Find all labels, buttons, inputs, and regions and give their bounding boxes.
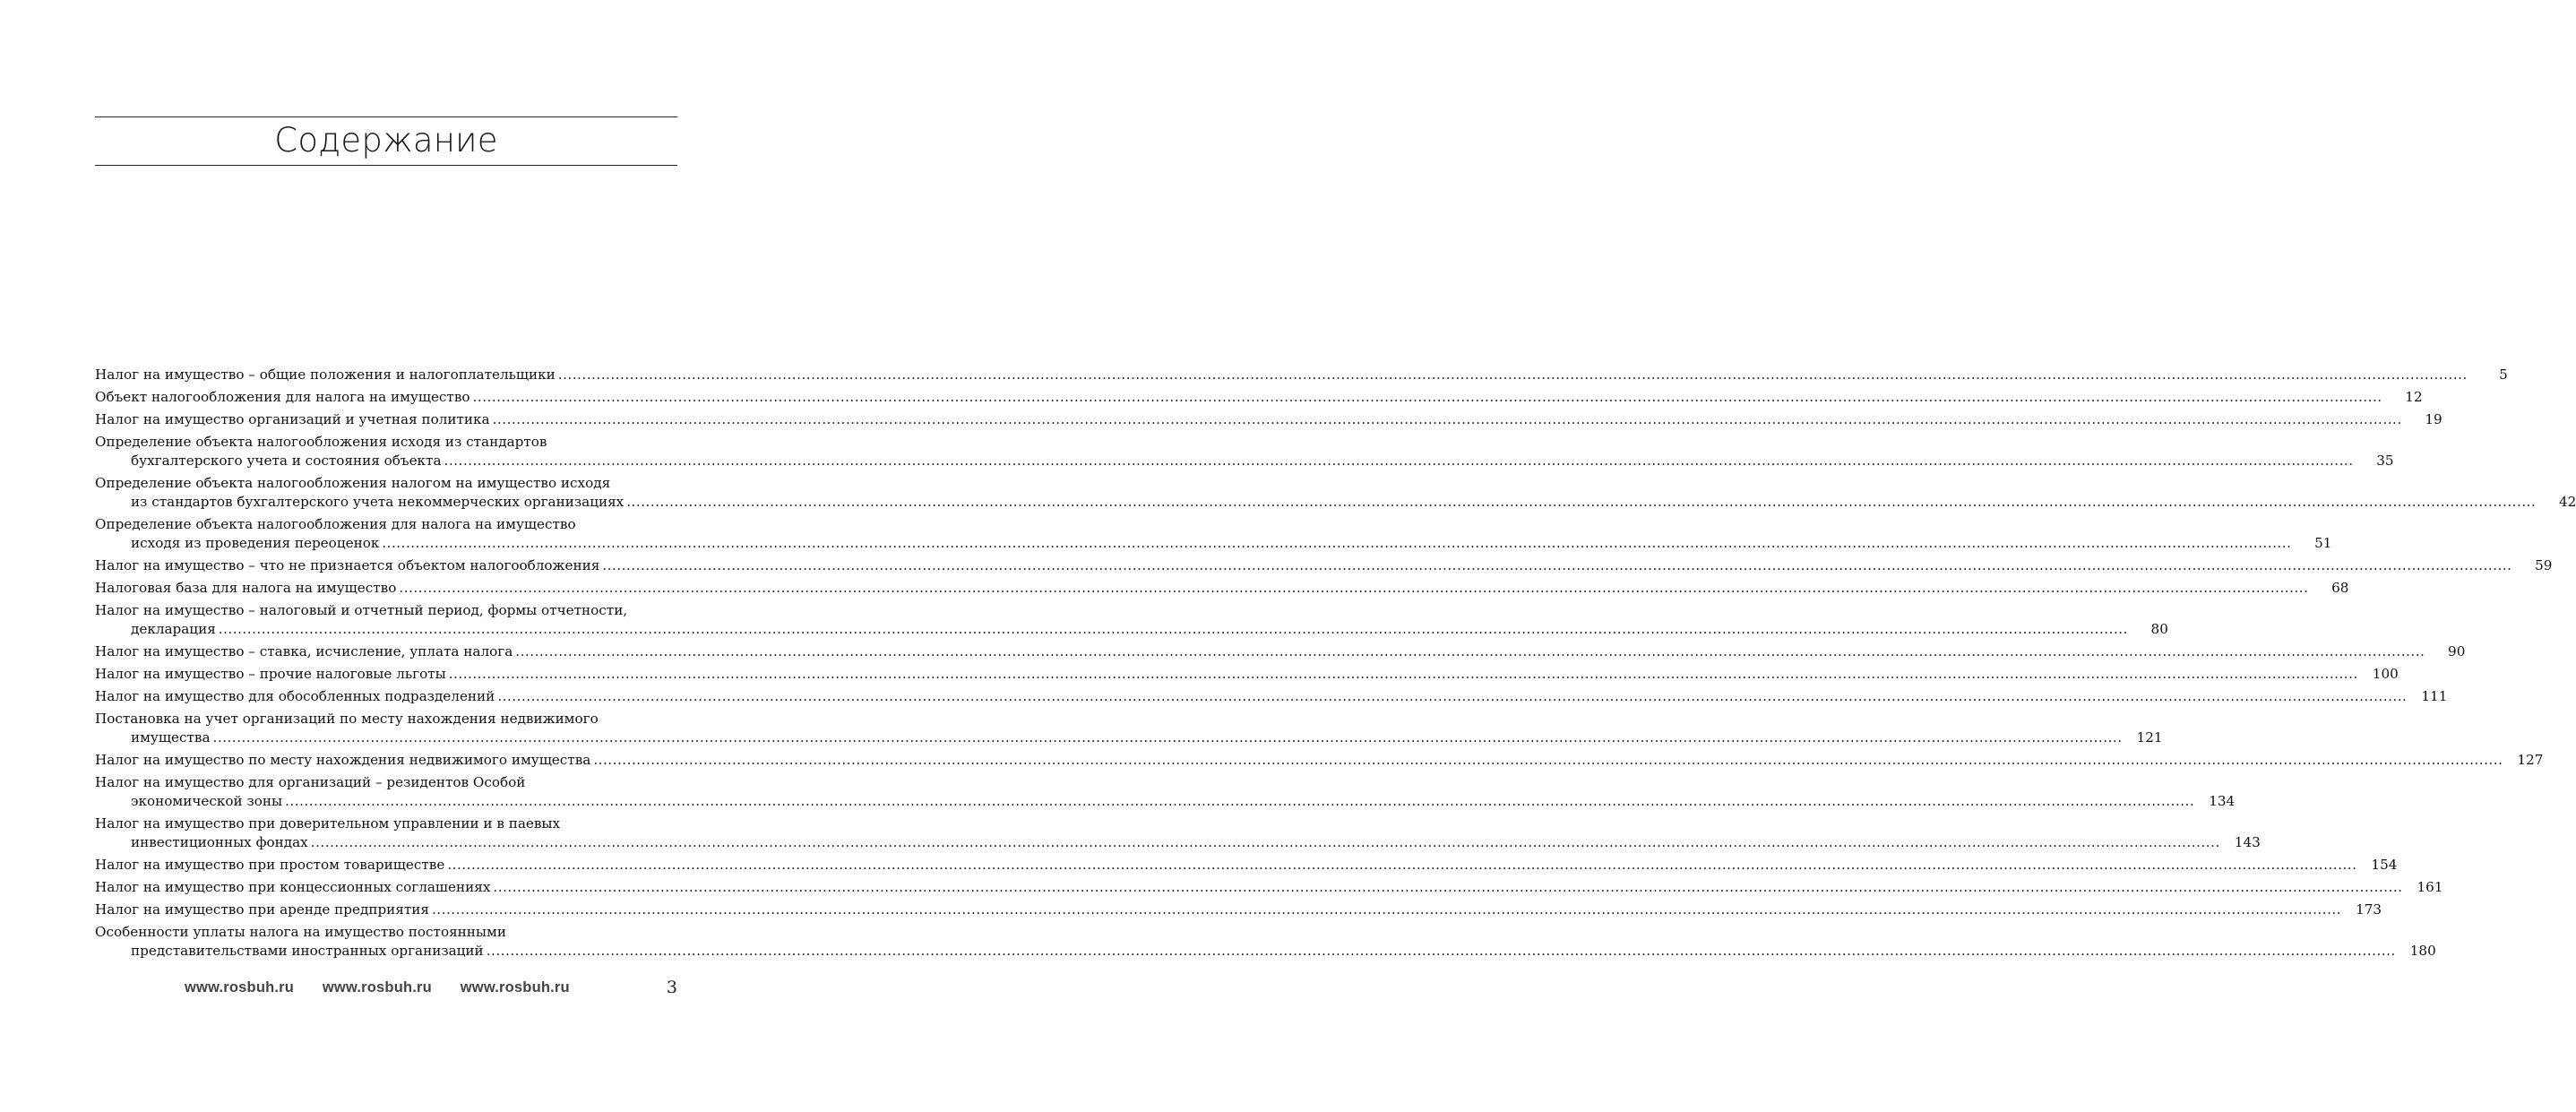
dot-leader: ................................................................................................................................................................................................................................................................................................................................................................................................................ <box>593 752 2503 768</box>
toc-entry-page: 111 <box>2421 688 2448 704</box>
toc-entry-page: 90 <box>2448 643 2466 659</box>
toc-entry-page: 173 <box>2356 901 2382 918</box>
footer-links <box>185 979 594 996</box>
toc-entry-title-line: инвестиционных фондах <box>131 834 308 850</box>
title-bottom-rule <box>95 165 677 166</box>
toc-entry-last-line <box>95 728 2163 747</box>
toc-entry[interactable] <box>95 474 2576 512</box>
toc-entry-last-line <box>95 751 2544 770</box>
toc-entry[interactable] <box>95 665 2399 684</box>
dot-leader: ................................................................................................................................................................................................................................................................................................................................................................................................................ <box>448 666 2358 682</box>
dot-leader: ................................................................................................................................................................................................................................................................................................................................................................................................................ <box>444 453 2354 469</box>
toc-entry-page: 80 <box>2150 621 2168 637</box>
dot-leader: ................................................................................................................................................................................................................................................................................................................................................................................................................ <box>497 688 2408 704</box>
toc-entry-title-line: Налог на имущество при аренде предприятия <box>95 901 429 918</box>
toc-entry-title-line: Налог на имущество – прочие налоговые льготы <box>95 666 446 682</box>
toc-entry-page: 68 <box>2331 580 2349 596</box>
dot-leader: ................................................................................................................................................................................................................................................................................................................................................................................................................ <box>602 557 2512 573</box>
toc-entry-title-line: декларация <box>131 621 216 637</box>
toc-entry-last-line <box>95 410 2442 429</box>
toc-entry-page: 51 <box>2314 535 2332 551</box>
toc-entry[interactable] <box>95 366 2508 384</box>
toc-entry-title-line: имущества <box>131 729 211 746</box>
toc-entry-page: 154 <box>2371 857 2398 873</box>
toc-entry-last-line <box>95 388 2423 407</box>
page-footer <box>95 979 677 1001</box>
dot-leader: ................................................................................................................................................................................................................................................................................................................................................................................................................ <box>431 901 2342 918</box>
toc-entry-title-line: Налог на имущество для организаций – резидентов Особой <box>95 774 526 790</box>
dot-leader: ................................................................................................................................................................................................................................................................................................................................................................................................................ <box>447 857 2357 873</box>
toc-entry-page: 42 <box>2558 494 2576 510</box>
toc-entry-last-line <box>95 856 2398 875</box>
toc-entry-last-line <box>95 366 2508 384</box>
page-number: 3 <box>666 978 677 997</box>
footer-link[interactable]: www.rosbuh.ru <box>185 979 295 996</box>
toc-entry-title-line: представительствами иностранных организаций <box>131 943 484 959</box>
toc-entry-last-line <box>95 792 2236 811</box>
toc-entry[interactable] <box>95 410 2442 429</box>
toc-entry[interactable] <box>95 710 2163 747</box>
dot-leader: ................................................................................................................................................................................................................................................................................................................................................................................................................ <box>486 943 2396 959</box>
toc-entry-last-line <box>95 493 2576 512</box>
toc-entry-last-line <box>95 687 2448 706</box>
toc-entry-title-line: Особенности уплаты налога на имущество постоянными <box>95 924 506 940</box>
dot-leader: ................................................................................................................................................................................................................................................................................................................................................................................................................ <box>626 494 2537 510</box>
dot-leader: ................................................................................................................................................................................................................................................................................................................................................................................................................ <box>493 879 2403 895</box>
toc-entry[interactable] <box>95 642 2466 661</box>
toc-entry-last-line <box>95 452 2394 470</box>
toc-entry[interactable] <box>95 815 2261 852</box>
toc-entry[interactable] <box>95 751 2544 770</box>
toc-entry[interactable] <box>95 856 2398 875</box>
toc-entry-page: 19 <box>2425 411 2442 427</box>
toc-entry-title-line: из стандартов бухгалтерского учета некоммерческих организациях <box>131 494 625 510</box>
toc-entry-last-line <box>95 534 2332 553</box>
table-of-contents <box>95 366 2576 964</box>
toc-entry[interactable] <box>95 579 2349 598</box>
toc-entry-title-line: Налог на имущество – общие положения и налогоплательщики <box>95 366 556 383</box>
toc-entry-title-line: Определение объекта налогообложения исходя из стандартов <box>95 434 547 450</box>
toc-entry-title-line: Налог на имущество – налоговый и отчетный период, формы отчетности, <box>95 602 628 618</box>
toc-entry-page: 100 <box>2372 666 2399 682</box>
toc-entry-last-line <box>95 579 2349 598</box>
toc-entry-title-line: Налог на имущество организаций и учетная политика <box>95 411 490 427</box>
toc-entry-title-line: Объект налогообложения для налога на имущество <box>95 389 470 405</box>
toc-entry-title-line: бухгалтерского учета и состояния объекта <box>131 453 442 469</box>
toc-entry-last-line <box>95 942 2436 961</box>
toc-entry-last-line <box>95 620 2168 639</box>
toc-entry[interactable] <box>95 601 2168 639</box>
toc-entry-title-line: Постановка на учет организаций по месту нахождения недвижимого <box>95 711 599 727</box>
toc-entry[interactable] <box>95 687 2448 706</box>
toc-entry-last-line <box>95 556 2553 575</box>
footer-link[interactable]: www.rosbuh.ru <box>322 979 432 996</box>
dot-leader: ................................................................................................................................................................................................................................................................................................................................................................................................................ <box>492 411 2402 427</box>
toc-entry[interactable] <box>95 433 2394 470</box>
toc-entry-title-line: Налог на имущество – что не признается объектом налогообложения <box>95 557 600 573</box>
footer-link[interactable]: www.rosbuh.ru <box>460 979 570 996</box>
toc-entry-last-line <box>95 833 2261 852</box>
toc-entry[interactable] <box>95 923 2436 961</box>
dot-leader: ................................................................................................................................................................................................................................................................................................................................................................................................................ <box>310 834 2220 850</box>
dot-leader: ................................................................................................................................................................................................................................................................................................................................................................................................................ <box>285 793 2195 809</box>
toc-entry-title-line: исходя из проведения переоценок <box>131 535 380 551</box>
toc-entry[interactable] <box>95 878 2443 897</box>
dot-leader: ................................................................................................................................................................................................................................................................................................................................................................................................................ <box>212 729 2123 746</box>
toc-entry-title-line: Налог на имущество – ставка, исчисление, уплата налога <box>95 643 513 659</box>
title-top-rule <box>95 116 677 117</box>
toc-entry-title-line: Налоговая база для налога на имущество <box>95 580 397 596</box>
page-title: Содержание <box>274 121 498 159</box>
toc-entry-last-line <box>95 665 2399 684</box>
dot-leader: ................................................................................................................................................................................................................................................................................................................................................................................................................ <box>515 643 2425 659</box>
toc-entry-title-line: Налог на имущество при простом товариществе <box>95 857 445 873</box>
toc-entry-page: 143 <box>2234 834 2261 850</box>
toc-entry-title-line: Налог на имущество при доверительном управлении и в паевых <box>95 815 561 832</box>
toc-entry-last-line <box>95 901 2382 919</box>
dot-leader: ................................................................................................................................................................................................................................................................................................................................................................................................................ <box>557 366 2468 383</box>
toc-entry-page: 59 <box>2535 557 2553 573</box>
toc-entry-title-line: Определение объекта налогообложения налогом на имущество исходя <box>95 475 611 491</box>
toc-entry-title-line: Налог на имущество при концессионных соглашениях <box>95 879 491 895</box>
toc-entry-page: 161 <box>2417 879 2443 895</box>
toc-entry[interactable] <box>95 901 2382 919</box>
toc-entry-last-line <box>95 642 2466 661</box>
toc-entry[interactable] <box>95 388 2423 407</box>
toc-entry[interactable] <box>95 515 2332 553</box>
toc-entry-page: 12 <box>2405 389 2423 405</box>
dot-leader: ................................................................................................................................................................................................................................................................................................................................................................................................................ <box>472 389 2382 405</box>
dot-leader: ................................................................................................................................................................................................................................................................................................................................................................................................................ <box>218 621 2128 637</box>
toc-entry-page: 134 <box>2209 793 2236 809</box>
toc-entry-title-line: экономической зоны <box>131 793 283 809</box>
toc-entry-last-line <box>95 878 2443 897</box>
toc-entry[interactable] <box>95 556 2553 575</box>
toc-entry-page: 180 <box>2409 943 2436 959</box>
toc-entry-title-line: Определение объекта налогообложения для налога на имущество <box>95 516 576 532</box>
toc-entry-page: 121 <box>2136 729 2163 746</box>
dot-leader: ................................................................................................................................................................................................................................................................................................................................................................................................................ <box>382 535 2292 551</box>
toc-entry-page: 35 <box>2376 453 2394 469</box>
toc-entry[interactable] <box>95 773 2236 811</box>
toc-entry-page: 127 <box>2517 752 2544 768</box>
toc-entry-title-line: Налог на имущество для обособленных подразделений <box>95 688 495 704</box>
toc-entry-title-line: Налог на имущество по месту нахождения недвижимого имущества <box>95 752 591 768</box>
toc-entry-page: 5 <box>2499 366 2508 383</box>
dot-leader: ................................................................................................................................................................................................................................................................................................................................................................................................................ <box>399 580 2309 596</box>
